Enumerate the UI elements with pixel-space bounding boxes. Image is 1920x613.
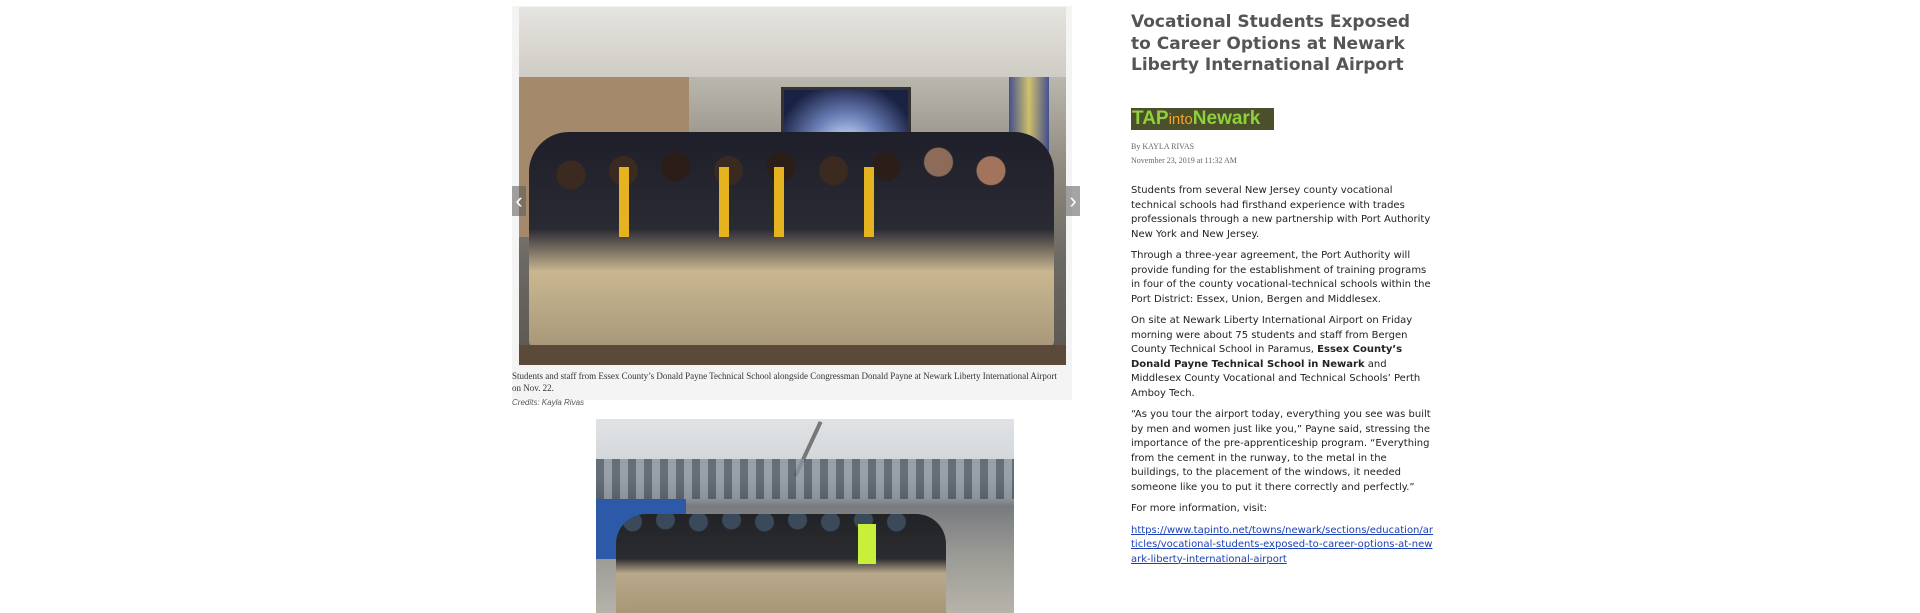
paragraph: For more information, visit: <box>1131 503 1267 514</box>
tapinto-newark-logo: TAPintoNewark <box>1131 108 1274 130</box>
gallery-prev-button[interactable]: ‹ <box>512 186 526 216</box>
publish-date: November 23, 2019 at 11:32 AM <box>1131 156 1237 165</box>
people-group <box>529 132 1054 347</box>
byline: By KAYLA RIVAS <box>1131 142 1195 151</box>
article-body <box>1131 184 1435 574</box>
group-photo <box>519 7 1066 365</box>
article-title: Vocational Students Exposed to Career Options at Newark Liberty International Airport <box>1131 12 1411 75</box>
paragraph <box>1131 524 1435 568</box>
paragraph: On site at Newark Liberty International Airport on Friday morning were about 75 students and staff from Bergen County Technical School in Paramus, Essex County’s Donald Payne Technical School in Newark and Middlesex County Vocational and Technical Schools’ Perth Amboy Tech. <box>1131 315 1421 399</box>
gallery-next-button[interactable]: › <box>1066 186 1080 216</box>
paragraph: “As you tour the airport today, everything you see was built by men and women just like you,” Payne said, stressing the importance of the pre-apprenticeship program. “Everything from the cement in the runway, to the metal in the buildings, to the placement of the windows, it needed someone like you to put it there correctly and perfectly.” <box>1131 409 1431 493</box>
paragraph: Students from several New Jersey county vocational technical schools had firsthand experience with trades professionals through a new partnership with Port Authority New York and New Jersey. <box>1131 185 1431 240</box>
photo-caption: Students and staff from Essex County’s Donald Payne Technical School alongside Congressman Donald Payne at Newark Liberty International Airport on Nov. 22. <box>512 371 1057 393</box>
photo-credit: Credits: Kayla Rivas <box>512 398 585 407</box>
site-tour-photo <box>596 419 1014 613</box>
article-link[interactable]: https://www.tapinto.net/towns/newark/sections/education/articles/vocational-students-exposed-to-career-options-at-newark-liberty-international-airport <box>1131 524 1434 565</box>
paragraph: Through a three-year agreement, the Port Authority will provide funding for the establishment of training programs in four of the county vocational-technical schools within the Port District: Essex, Union, Bergen and Middlesex. <box>1131 250 1431 305</box>
